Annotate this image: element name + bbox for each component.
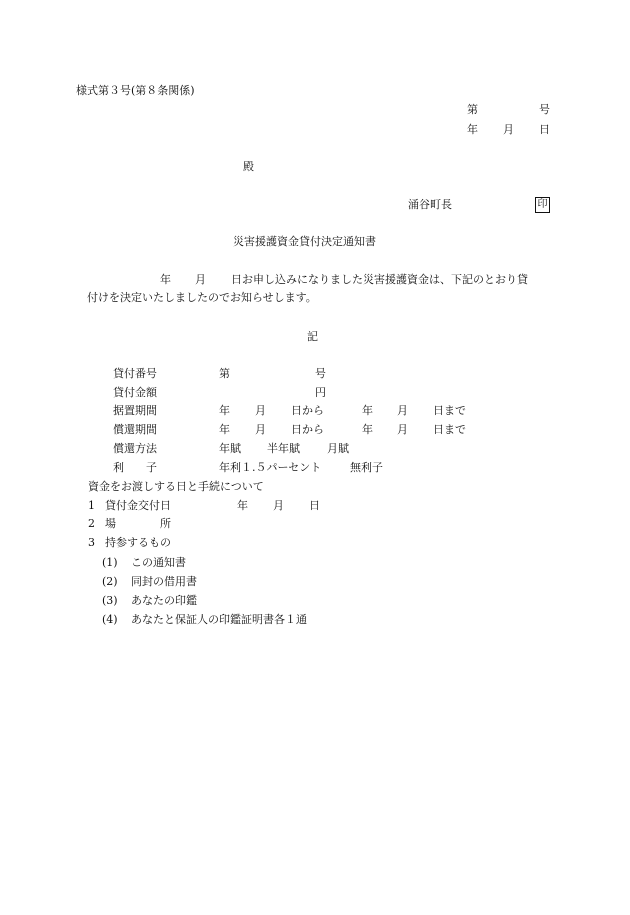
method-label: 償還方法 [113,442,157,455]
body-year: 年 [160,273,171,286]
document-title: 災害援護資金貸付決定通知書 [233,235,376,248]
date-year: 年 [467,123,478,136]
repayment-m2: 月 [397,423,408,436]
item1-month: 月 [273,499,284,512]
item3-label: 持参するもの [105,536,171,549]
loan-number-suffix: 号 [315,367,326,380]
loan-amount-unit: 円 [315,386,326,399]
sub-item-text: この通知書 [131,556,186,569]
procedure-heading: 資金をお渡しする日と手続について [88,480,264,493]
method-monthly: 月賦 [327,442,349,455]
item1-year: 年 [237,499,248,512]
body-month: 月 [195,273,206,286]
repayment-y2: 年 [362,423,373,436]
repayment-y1: 年 [219,423,230,436]
doc-number-prefix: 第 [467,103,478,116]
interest-label: 利 子 [113,461,157,474]
item1-day: 日 [309,499,320,512]
seal-label: 印 [535,197,550,213]
deferment-y1: 年 [219,404,230,417]
item1-label: 貸付金交付日 [105,499,171,512]
seal-mark [535,197,550,213]
sub-item-num: (1) [102,556,118,569]
body-line2: 付けを決定いたしましたのでお知らせします。 [87,291,317,304]
item1-num: 1 [88,499,95,512]
sub-item-num: (2) [102,575,118,588]
sub-item-num: (3) [102,594,118,607]
body-line1: 日お申し込みになりました災害援護資金は、下記のとおり貸 [231,273,528,286]
repayment-m1: 月 [255,423,266,436]
method-semiannual: 半年賦 [267,442,300,455]
doc-number-suffix: 号 [539,103,550,116]
sub-item-num: (4) [102,613,118,626]
deferment-m2: 月 [397,404,408,417]
sub-item-text: あなたの印鑑 [131,594,197,607]
date-day: 日 [539,123,550,136]
method-annual: 年賦 [219,442,241,455]
interest-rate: 年利１.５パーセント [219,461,322,474]
deferment-label: 据置期間 [113,404,157,417]
item2-num: 2 [88,517,95,530]
form-number: 様式第３号(第８条関係) [76,84,195,97]
interest-free: 無利子 [350,461,383,474]
item3-num: 3 [88,536,95,549]
repayment-d1: 日から [291,423,324,436]
repayment-label: 償還期間 [113,423,157,436]
loan-number-prefix: 第 [219,367,230,380]
deferment-y2: 年 [362,404,373,417]
date-month: 月 [503,123,514,136]
deferment-d2: 日まで [433,404,466,417]
repayment-d2: 日まで [433,423,466,436]
item2-label: 場 所 [105,517,171,530]
sub-item-text: 同封の借用書 [131,575,197,588]
deferment-d1: 日から [291,404,324,417]
recipient-honorific: 殿 [243,160,254,173]
deferment-m1: 月 [255,404,266,417]
loan-amount-label: 貸付金額 [113,386,157,399]
issuer-title: 涌谷町長 [408,198,452,211]
loan-number-label: 貸付番号 [113,367,157,380]
sub-item-text: あなたと保証人の印鑑証明書各１通 [131,613,307,626]
ki-heading: 記 [307,330,318,343]
